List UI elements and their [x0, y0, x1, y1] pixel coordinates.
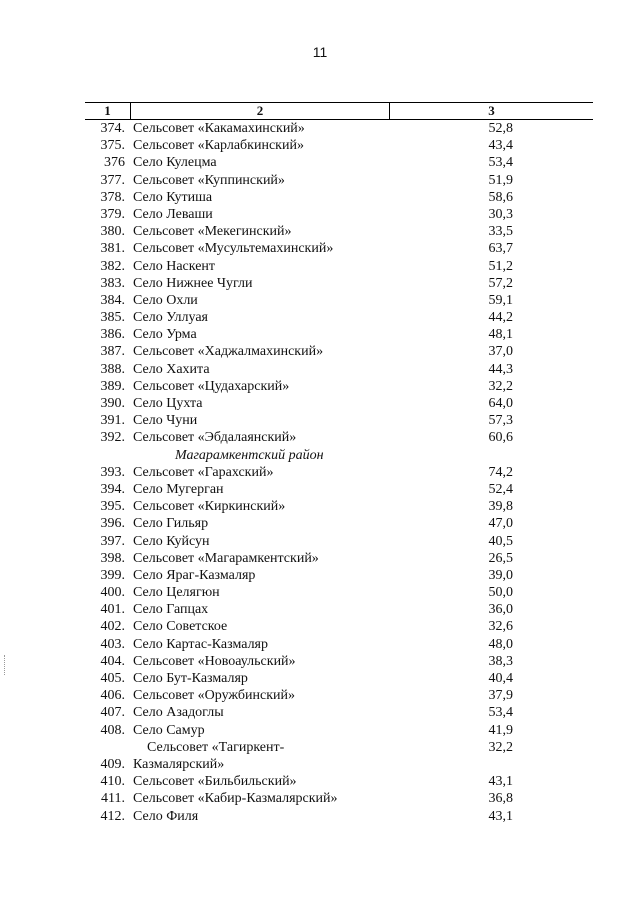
table-row: [85, 601, 593, 618]
table-row: [85, 481, 593, 498]
row-value: 43,4: [488, 138, 513, 154]
table-row: [85, 154, 593, 171]
row-name: Село Бут-Казмаляр: [133, 671, 248, 686]
row-number: 379.: [100, 206, 125, 222]
row-name: Сельсовет «Кабир-Казмалярский»: [133, 791, 338, 807]
row-value: 40,5: [488, 533, 513, 549]
table-row: [85, 275, 593, 292]
table-row: [85, 533, 593, 550]
row-number: 395.: [100, 499, 125, 515]
table-row: [85, 550, 593, 567]
table-row: [85, 618, 593, 635]
row-name: Село Охли: [133, 292, 198, 308]
row-number: 405.: [100, 671, 125, 686]
table-body-a: [85, 120, 593, 447]
row-value: 53,4: [488, 155, 513, 171]
row-name: [133, 739, 413, 773]
row-number: 392.: [100, 430, 125, 446]
table-row: [85, 292, 593, 309]
row-number: 383.: [100, 275, 125, 291]
row-name: Село Нижнее Чугли: [133, 275, 253, 291]
row-value: 52,4: [488, 481, 513, 497]
table-row: [85, 670, 593, 687]
table-row: [85, 567, 593, 584]
row-number: 401.: [100, 602, 125, 618]
table-row: [85, 636, 593, 653]
row-value: 39,8: [488, 499, 513, 515]
row-name: Сельсовет «Мекегинский»: [133, 224, 292, 240]
table-body-c: [85, 773, 593, 825]
row-value: 51,9: [488, 172, 513, 188]
row-number: 404.: [100, 653, 125, 669]
table-row: [85, 206, 593, 223]
row-value: 43,1: [488, 774, 513, 790]
row-name: Село Хахита: [133, 361, 210, 377]
row-value: 48,0: [488, 636, 513, 652]
row-name: Сельсовет «Магарамкентский»: [133, 550, 319, 566]
header-col-1: 1: [85, 103, 131, 119]
row-number: 377.: [100, 172, 125, 188]
row-number: 396.: [100, 516, 125, 532]
table-row: [85, 137, 593, 154]
row-name: Село Чуни: [133, 413, 198, 429]
row-name: Сельсовет «Куппинский»: [133, 172, 285, 188]
row-number: 394.: [100, 481, 125, 497]
row-name: Село Кулецма: [133, 155, 217, 171]
row-value: 36,0: [488, 602, 513, 618]
row-name: Село Наскент: [133, 258, 216, 274]
row-name: Село Филя: [133, 808, 199, 824]
table-row: [85, 739, 593, 773]
table-row: [85, 515, 593, 532]
row-name: Село Цухта: [133, 396, 203, 411]
header-col-3: 3: [488, 103, 495, 118]
row-number: 397.: [100, 533, 125, 549]
row-value: 44,3: [488, 361, 513, 377]
row-number: 378.: [100, 189, 125, 205]
row-value: 53,4: [488, 705, 513, 721]
row-name-line2: Казмалярский»: [133, 756, 225, 772]
table-row: [85, 395, 593, 412]
row-name: Сельсовет «Цудахарский»: [133, 378, 290, 394]
table-row: [85, 790, 593, 807]
row-value: 64,0: [488, 396, 513, 411]
row-number: 386.: [100, 327, 125, 343]
row-number: 376: [104, 155, 125, 171]
row-value: 52,8: [488, 121, 513, 136]
page-number: 11: [312, 44, 328, 60]
row-number: 384.: [100, 292, 125, 308]
row-name: Село Гильяр: [133, 516, 209, 532]
table-row: [85, 773, 593, 790]
table-row: [85, 361, 593, 378]
row-name-line1: Сельсовет «Тагиркент-: [147, 739, 285, 755]
row-value: 44,2: [488, 310, 513, 326]
table-row: [85, 326, 593, 343]
row-value: 57,2: [488, 275, 513, 291]
row-value: 32,2: [488, 739, 513, 755]
row-number: 393.: [100, 464, 125, 480]
table-row: [85, 429, 593, 446]
row-number: 374.: [100, 121, 125, 136]
row-name: Село Азадоглы: [133, 705, 224, 721]
row-number: 408.: [100, 722, 125, 738]
row-number: 390.: [100, 396, 125, 411]
table-row: [85, 240, 593, 257]
row-name: Сельсовет «Бильбильский»: [133, 774, 297, 790]
row-number: 409.: [100, 756, 125, 772]
table-row: [85, 120, 593, 137]
table-row: [85, 808, 593, 825]
row-value: 47,0: [488, 516, 513, 532]
row-name: Село Яраг-Казмаляр: [133, 567, 256, 583]
row-value: 32,2: [488, 378, 513, 394]
row-number: 407.: [100, 705, 125, 721]
row-number: 385.: [100, 310, 125, 326]
table-row: [85, 653, 593, 670]
table-row: [85, 464, 593, 481]
row-value: 43,1: [488, 808, 513, 824]
row-name: Сельсовет «Оружбинский»: [133, 688, 296, 704]
row-number: 391.: [100, 413, 125, 429]
row-value: 58,6: [488, 189, 513, 205]
table-row: [85, 189, 593, 206]
row-name: Село Уллуая: [133, 310, 208, 326]
table-row: [85, 498, 593, 515]
margin-mark: [4, 655, 9, 675]
row-value: 63,7: [488, 241, 513, 257]
table-row: [85, 584, 593, 601]
row-value: 74,2: [488, 464, 513, 480]
row-number: 406.: [100, 688, 125, 704]
row-value: 32,6: [488, 619, 513, 635]
row-name: Село Гапцах: [133, 602, 209, 618]
row-name: Село Урма: [133, 327, 197, 343]
row-value: 33,5: [488, 224, 513, 240]
row-name: Село Кутиша: [133, 189, 213, 205]
row-value: 39,0: [488, 567, 513, 583]
row-name: Село Советское: [133, 619, 228, 635]
row-number: 411.: [101, 791, 125, 807]
row-number: 389.: [100, 378, 125, 394]
row-number: 398.: [100, 550, 125, 566]
row-number: 382.: [100, 258, 125, 274]
row-number: 400.: [100, 585, 125, 601]
row-name: Сельсовет «Карлабкинский»: [133, 138, 304, 154]
row-number: 402.: [100, 619, 125, 635]
table-header: [85, 102, 593, 120]
header-col-2: 2: [131, 103, 390, 119]
row-name: Село Леваши: [133, 206, 213, 222]
table-row: [85, 704, 593, 721]
row-number: 412.: [100, 808, 125, 824]
row-value: 26,5: [488, 550, 513, 566]
data-table: [85, 102, 593, 825]
row-name: Сельсовет «Мусультемахинский»: [133, 241, 334, 257]
row-number: 387.: [100, 344, 125, 360]
row-value: 59,1: [488, 292, 513, 308]
table-row: [85, 172, 593, 189]
row-value: 37,9: [488, 688, 513, 704]
row-value: 57,3: [488, 413, 513, 429]
row-number: 375.: [100, 138, 125, 154]
row-number: 380.: [100, 224, 125, 240]
row-value: 38,3: [488, 653, 513, 669]
row-name: Село Мугерган: [133, 481, 224, 497]
row-name: Сельсовет «Гарахский»: [133, 464, 274, 480]
row-value: 40,4: [488, 671, 513, 686]
row-name: Село Куйсун: [133, 533, 210, 549]
row-number: 410.: [100, 774, 125, 790]
row-name: Сельсовет «Какамахинский»: [133, 121, 305, 136]
table-row: [85, 722, 593, 739]
table-row: [85, 223, 593, 240]
row-number: 381.: [100, 241, 125, 257]
table-body-b: [85, 464, 593, 739]
section-title: Магарамкентский район: [175, 447, 324, 463]
row-value: 51,2: [488, 258, 513, 274]
row-number: 388.: [100, 361, 125, 377]
table-row: [85, 378, 593, 395]
row-value: 48,1: [488, 327, 513, 343]
table-row: [85, 687, 593, 704]
row-name: Село Целягюн: [133, 585, 220, 601]
row-value: 41,9: [488, 722, 513, 738]
table-row: [85, 309, 593, 326]
table-row: [85, 412, 593, 429]
row-value: 30,3: [488, 206, 513, 222]
row-name: Село Картас-Казмаляр: [133, 636, 268, 652]
row-number: 399.: [100, 567, 125, 583]
row-value: 36,8: [488, 791, 513, 807]
row-name: Сельсовет «Киркинский»: [133, 499, 286, 515]
table-row: [85, 258, 593, 275]
row-number: 403.: [100, 636, 125, 652]
row-name: Сельсовет «Хаджалмахинский»: [133, 344, 324, 360]
row-name: Сельсовет «Новоаульский»: [133, 653, 296, 669]
row-value: 50,0: [488, 585, 513, 601]
row-value: 37,0: [488, 344, 513, 360]
row-value: 60,6: [488, 430, 513, 446]
row-name: Село Самур: [133, 722, 205, 738]
table-row: [85, 343, 593, 360]
row-name: Сельсовет «Эбдалаянский»: [133, 430, 297, 446]
